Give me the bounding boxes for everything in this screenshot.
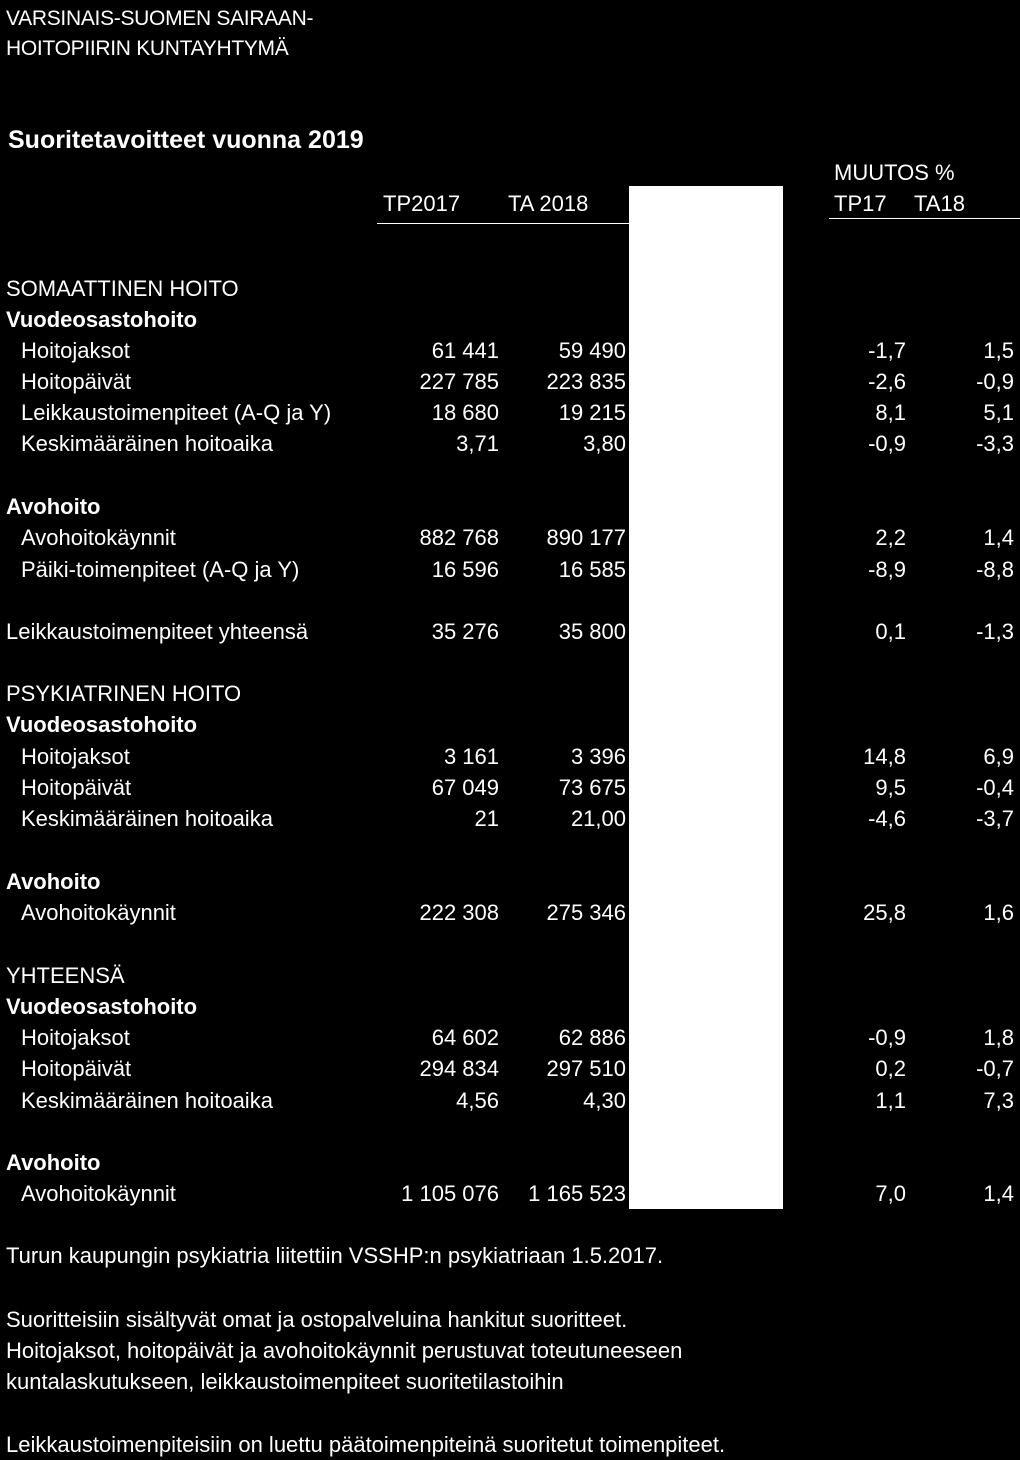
col-header-ta18: TA18 bbox=[914, 191, 965, 216]
row-label: Hoitojaksot bbox=[21, 744, 130, 769]
cell-ta2018: 297 510 bbox=[546, 1056, 626, 1081]
cell-change-ta18: -0,4 bbox=[976, 775, 1014, 800]
cell-change-ta18: -8,8 bbox=[976, 557, 1014, 582]
table-row bbox=[0, 522, 1020, 553]
col-header-tp2017: TP2017 bbox=[383, 191, 461, 216]
cell-change-tp17: -0,9 bbox=[868, 431, 906, 456]
cell-change-ta18: 6,9 bbox=[983, 744, 1014, 769]
cell-tp2017: 61 441 bbox=[431, 338, 499, 363]
header-underline-left bbox=[377, 223, 629, 224]
cell-change-ta18: 1,8 bbox=[983, 1025, 1014, 1050]
cell-change-ta18: -0,9 bbox=[976, 369, 1014, 394]
table-row bbox=[0, 772, 1020, 803]
cell-ta2018: 890 177 bbox=[546, 525, 626, 550]
subsection-heading: Avohoito bbox=[6, 869, 101, 894]
cell-ta2018: 21,00 bbox=[570, 806, 626, 831]
subsection-heading: Avohoito bbox=[6, 494, 101, 519]
org-name-line1: VARSINAIS-SUOMEN SAIRAAN- bbox=[6, 7, 314, 30]
table-row bbox=[0, 554, 1020, 585]
cell-change-tp17: -8,9 bbox=[868, 557, 906, 582]
cell-ta2018: 275 346 bbox=[546, 900, 626, 925]
cell-ta2018: 3 396 bbox=[570, 744, 626, 769]
cell-tp2017: 294 834 bbox=[419, 1056, 499, 1081]
cell-tp2017: 1 105 076 bbox=[401, 1181, 499, 1206]
row-label: Keskimääräinen hoitoaika bbox=[21, 431, 273, 456]
cell-tp2017: 64 602 bbox=[431, 1025, 499, 1050]
table-row bbox=[0, 1085, 1020, 1116]
table-row-total bbox=[0, 616, 1020, 647]
cell-change-tp17: -4,6 bbox=[868, 806, 906, 831]
footnote: Turun kaupungin psykiatria liitettiin VSSHP:n psykiatriaan 1.5.2017. bbox=[6, 1243, 664, 1268]
cell-ta2018: 62 886 bbox=[558, 1025, 626, 1050]
cell-change-ta18: 1,4 bbox=[983, 1181, 1014, 1206]
subsection-heading: Vuodeosastohoito bbox=[6, 712, 198, 737]
cell-ta2018: 4,30 bbox=[583, 1088, 626, 1113]
table-row bbox=[0, 1053, 1020, 1084]
row-label: Päiki-toimenpiteet (A-Q ja Y) bbox=[21, 557, 300, 582]
cell-ta2018: 3,80 bbox=[583, 431, 626, 456]
footnote: kuntalaskutukseen, leikkaustoimenpiteet suoritetilastoihin bbox=[6, 1369, 564, 1394]
table-row bbox=[0, 1022, 1020, 1053]
cell-change-ta18: 1,5 bbox=[983, 338, 1014, 363]
cell-ta2018: 59 490 bbox=[558, 338, 626, 363]
table-row bbox=[0, 897, 1020, 928]
cell-change-ta18: -0,7 bbox=[976, 1056, 1014, 1081]
cell-tp2017: 67 049 bbox=[431, 775, 499, 800]
row-label: Leikkaustoimenpiteet (A-Q ja Y) bbox=[21, 400, 332, 425]
cell-change-tp17: 14,8 bbox=[863, 744, 906, 769]
row-label: Avohoitokäynnit bbox=[21, 525, 176, 550]
cell-change-tp17: 1,1 bbox=[875, 1088, 906, 1113]
table-row bbox=[0, 803, 1020, 834]
row-label: Keskimääräinen hoitoaika bbox=[21, 1088, 273, 1113]
cell-change-tp17: 25,8 bbox=[863, 900, 906, 925]
row-label: Avohoitokäynnit bbox=[21, 900, 176, 925]
col-header-ta2018: TA 2018 bbox=[508, 191, 589, 216]
cell-change-ta18: 1,4 bbox=[983, 525, 1014, 550]
cell-change-tp17: 9,5 bbox=[875, 775, 906, 800]
page-title: Suoritetavoitteet vuonna 2019 bbox=[8, 126, 364, 154]
row-label: Hoitojaksot bbox=[21, 338, 130, 363]
table-row bbox=[0, 335, 1020, 366]
cell-change-tp17: -2,6 bbox=[868, 369, 906, 394]
cell-ta2018: 16 585 bbox=[558, 557, 626, 582]
footnote: Hoitojaksot, hoitopäivät ja avohoitokäynnit perustuvat toteutuneeseen bbox=[6, 1338, 683, 1363]
cell-change-tp17: 0,2 bbox=[875, 1056, 906, 1081]
cell-tp2017: 4,56 bbox=[456, 1088, 499, 1113]
row-label: Leikkaustoimenpiteet yhteensä bbox=[6, 619, 309, 644]
row-label: Avohoitokäynnit bbox=[21, 1181, 176, 1206]
change-percent-header: MUUTOS % bbox=[834, 160, 955, 185]
cell-change-ta18: -1,3 bbox=[976, 619, 1014, 644]
cell-change-ta18: -3,3 bbox=[976, 431, 1014, 456]
cell-change-tp17: 7,0 bbox=[875, 1181, 906, 1206]
cell-change-tp17: 2,2 bbox=[875, 525, 906, 550]
section-heading: SOMAATTINEN HOITO bbox=[6, 276, 239, 301]
cell-change-tp17: -0,9 bbox=[868, 1025, 906, 1050]
cell-tp2017: 3,71 bbox=[456, 431, 499, 456]
table-row bbox=[0, 741, 1020, 772]
subsection-heading: Vuodeosastohoito bbox=[6, 994, 198, 1019]
row-label: Hoitopäivät bbox=[21, 1056, 132, 1081]
header-underline-right bbox=[829, 218, 1020, 219]
cell-ta2018: 19 215 bbox=[558, 400, 626, 425]
footnote: Leikkaustoimenpiteisiin on luettu päätoimenpiteinä suoritetut toimenpiteet. bbox=[6, 1432, 726, 1457]
cell-tp2017: 882 768 bbox=[419, 525, 499, 550]
subsection-heading: Vuodeosastohoito bbox=[6, 307, 198, 332]
cell-change-tp17: -1,7 bbox=[868, 338, 906, 363]
row-label: Hoitopäivät bbox=[21, 369, 132, 394]
cell-tp2017: 227 785 bbox=[419, 369, 499, 394]
footnote: Suoritteisiin sisältyvät omat ja ostopalveluina hankitut suoritteet. bbox=[6, 1307, 628, 1332]
section-heading: YHTEENSÄ bbox=[6, 963, 125, 988]
cell-tp2017: 16 596 bbox=[431, 557, 499, 582]
cell-ta2018: 1 165 523 bbox=[528, 1181, 626, 1206]
cell-change-ta18: 5,1 bbox=[983, 400, 1014, 425]
cell-tp2017: 222 308 bbox=[419, 900, 499, 925]
cell-change-tp17: 8,1 bbox=[875, 400, 906, 425]
table-row bbox=[0, 397, 1020, 428]
section-heading: PSYKIATRINEN HOITO bbox=[6, 681, 242, 706]
cell-ta2018: 73 675 bbox=[558, 775, 626, 800]
cell-ta2018: 223 835 bbox=[546, 369, 626, 394]
cell-change-tp17: 0,1 bbox=[875, 619, 906, 644]
row-label: Keskimääräinen hoitoaika bbox=[21, 806, 273, 831]
row-label: Hoitopäivät bbox=[21, 775, 132, 800]
cell-tp2017: 35 276 bbox=[431, 619, 499, 644]
cell-tp2017: 18 680 bbox=[431, 400, 499, 425]
table-row bbox=[0, 1178, 1020, 1209]
cell-change-ta18: 1,6 bbox=[983, 900, 1014, 925]
cell-ta2018: 35 800 bbox=[558, 619, 626, 644]
table-row bbox=[0, 366, 1020, 397]
cell-tp2017: 21 bbox=[474, 806, 499, 831]
cell-tp2017: 3 161 bbox=[443, 744, 499, 769]
cell-change-ta18: -3,7 bbox=[976, 806, 1014, 831]
subsection-heading: Avohoito bbox=[6, 1150, 101, 1175]
table-row bbox=[0, 428, 1020, 459]
org-name-line2: HOITOPIIRIN KUNTAYHTYMÄ bbox=[6, 37, 289, 60]
row-label: Hoitojaksot bbox=[21, 1025, 130, 1050]
col-header-tp17: TP17 bbox=[834, 191, 887, 216]
cell-change-ta18: 7,3 bbox=[983, 1088, 1014, 1113]
